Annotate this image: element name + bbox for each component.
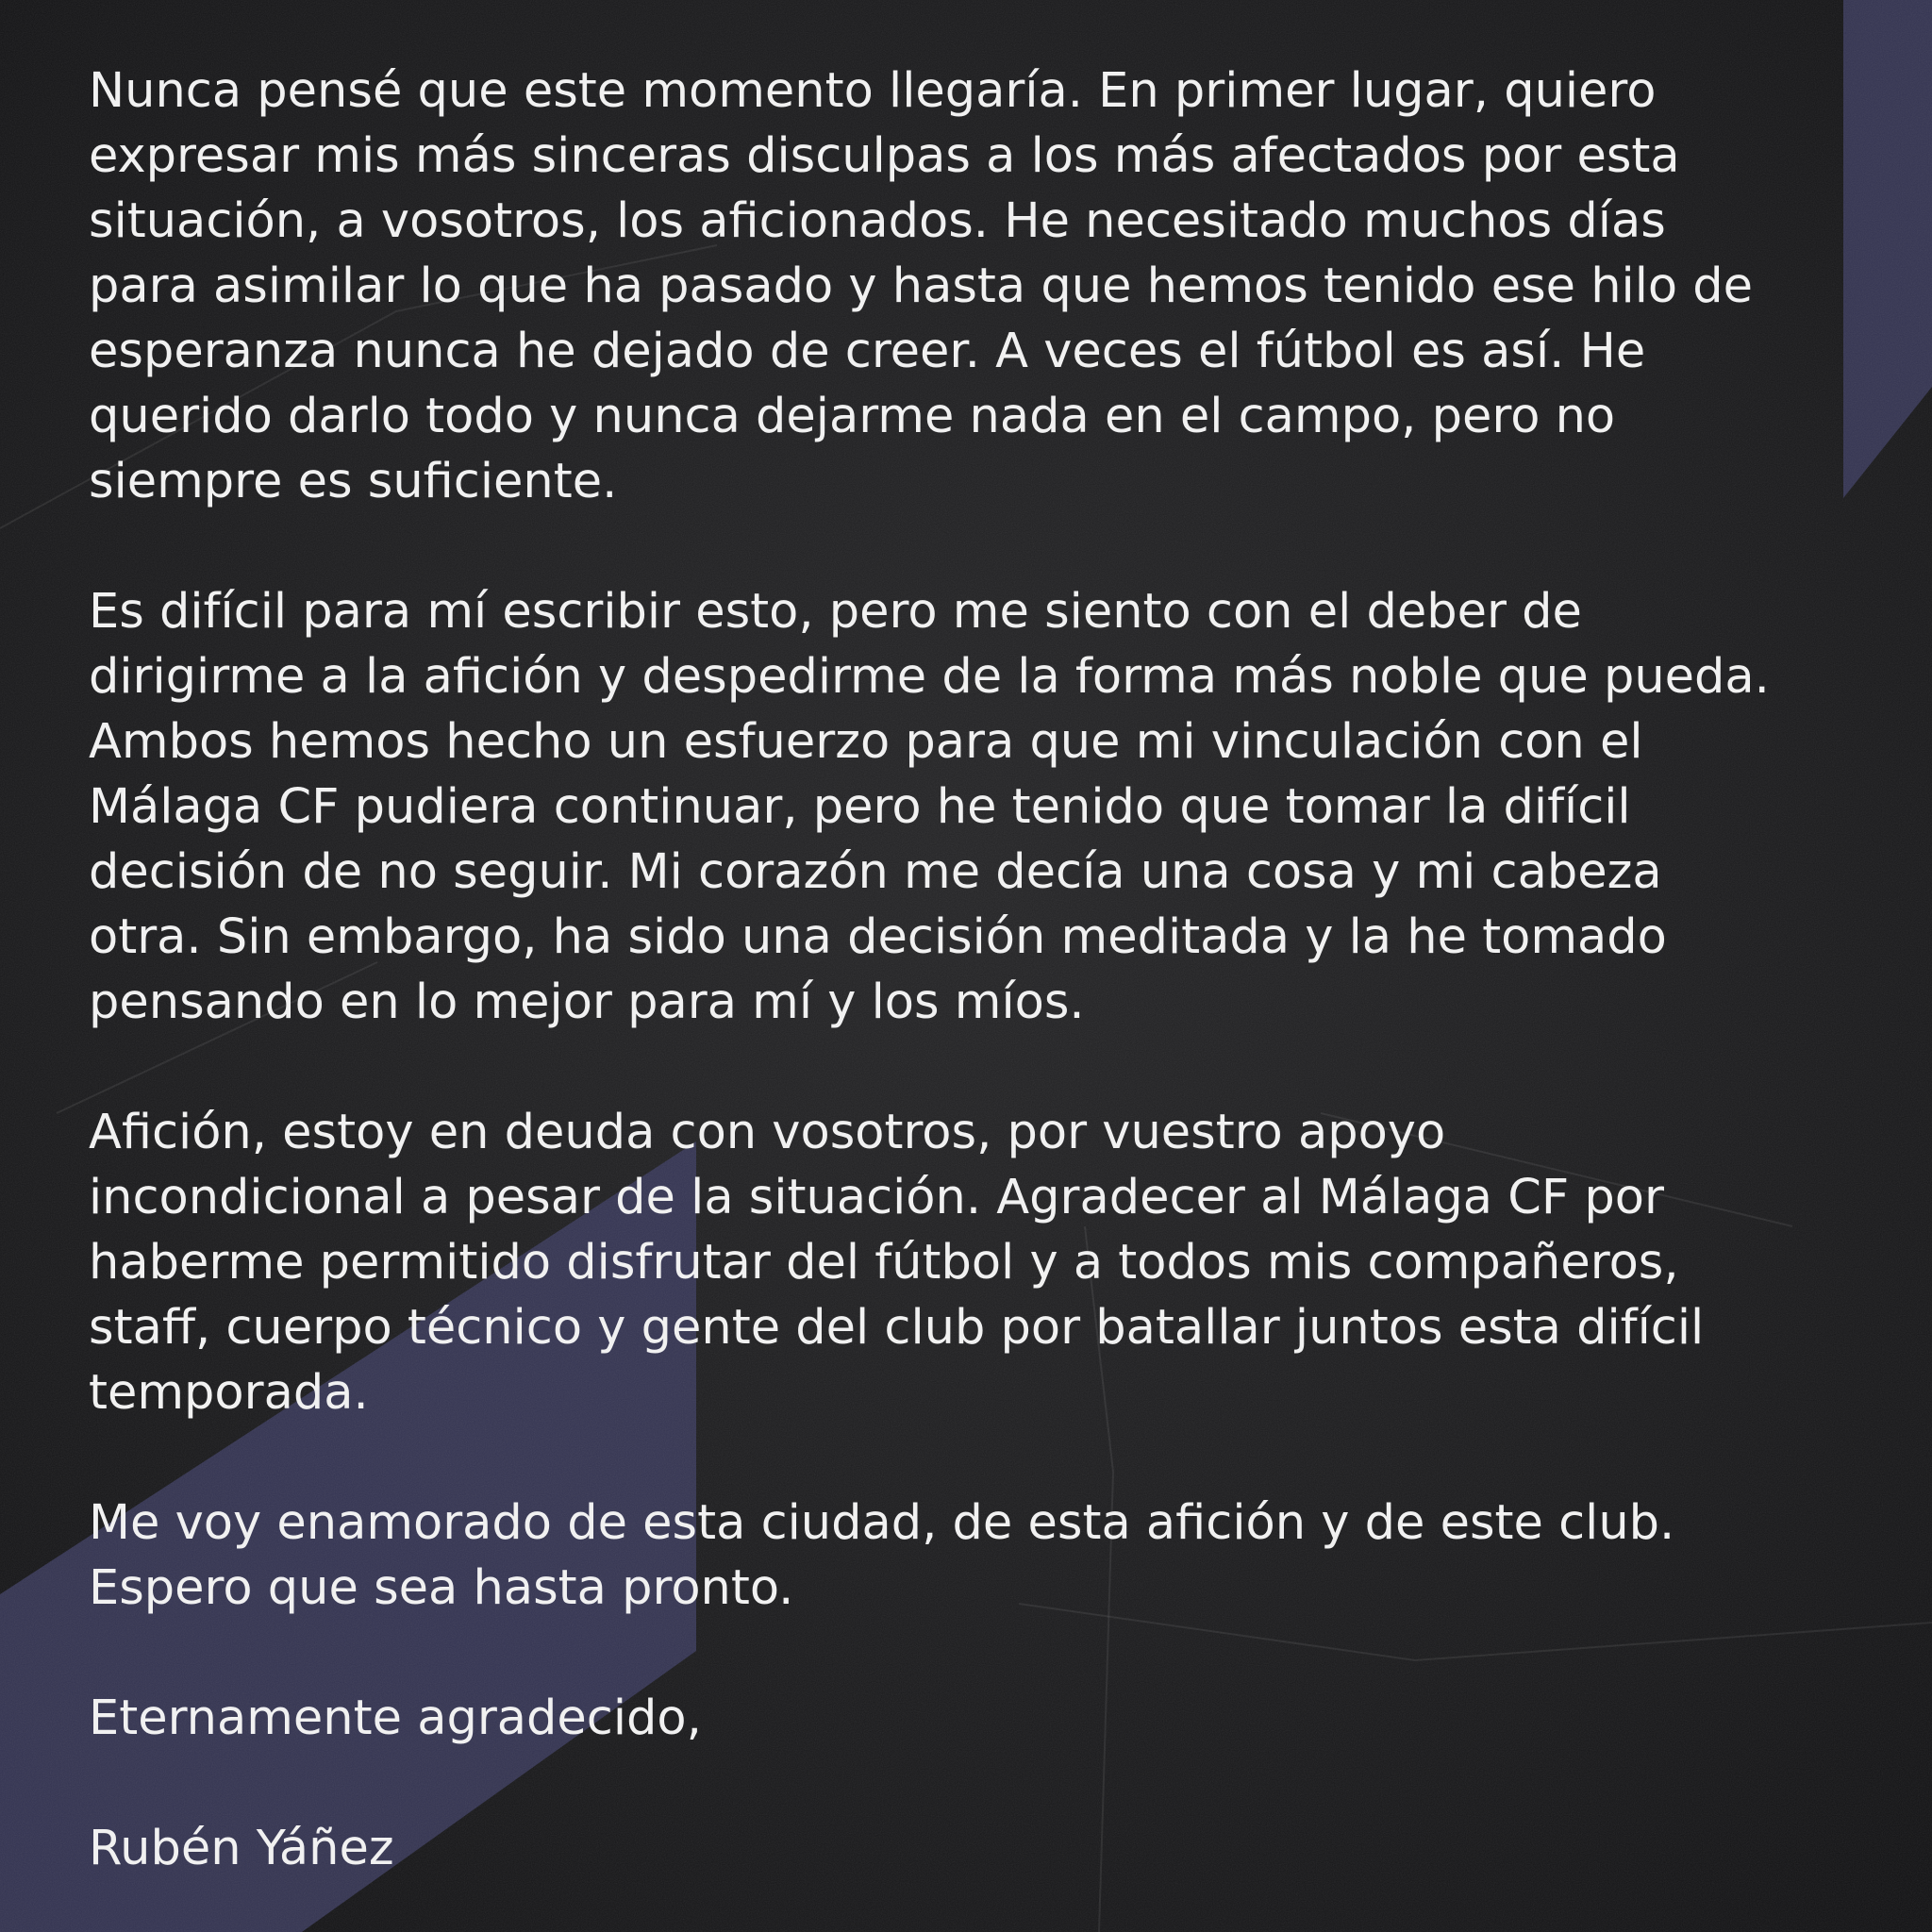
letter-paragraph-1: Nunca pensé que este momento llegaría. En primer lugar, quiero expresar mis más sinceras disculpas a los más afectados por esta situación, a vosotros, los aficionados. He necesitado muchos días para asimilar lo que ha pasado y hasta que hemos tenido ese hilo de esperanza nunca he dejado de creer. A veces el fútbol es así. He querido darlo todo y nunca dejarme nada en el campo, pero no siempre es suficiente. bbox=[89, 63, 1754, 509]
letter-paragraph-2: Es difícil para mí escribir esto, pero me siento con el deber de dirigirme a la afición y despedirme de la forma más noble que pueda. Ambos hemos hecho un esfuerzo para que mi vinculación con el Málaga CF pudiera continuar, pero he tenido que tomar la difícil decisión de no seguir. Mi corazón me decía una cosa y mi cabeza otra. Sin embargo, ha sido una decisión meditada y la he tomado pensando en lo mejor para mí y los míos. bbox=[89, 584, 1770, 1030]
letter-paragraph-4: Me voy enamorado de esta ciudad, de esta afición y de este club. Espero que sea hasta pronto. bbox=[89, 1495, 1675, 1616]
farewell-letter bbox=[89, 58, 1900, 1881]
letter-signature: Rubén Yáñez bbox=[89, 1821, 394, 1876]
letter-closing: Eternamente agradecido, bbox=[89, 1690, 702, 1746]
letter-paragraph-3: Afición, estoy en deuda con vosotros, por vuestro apoyo incondicional a pesar de la situación. Agradecer al Málaga CF por haberme permitido disfrutar del fútbol y a todos mis compañeros, staff, cuerpo técnico y gente del club por batallar juntos esta difícil temporada. bbox=[89, 1105, 1705, 1421]
